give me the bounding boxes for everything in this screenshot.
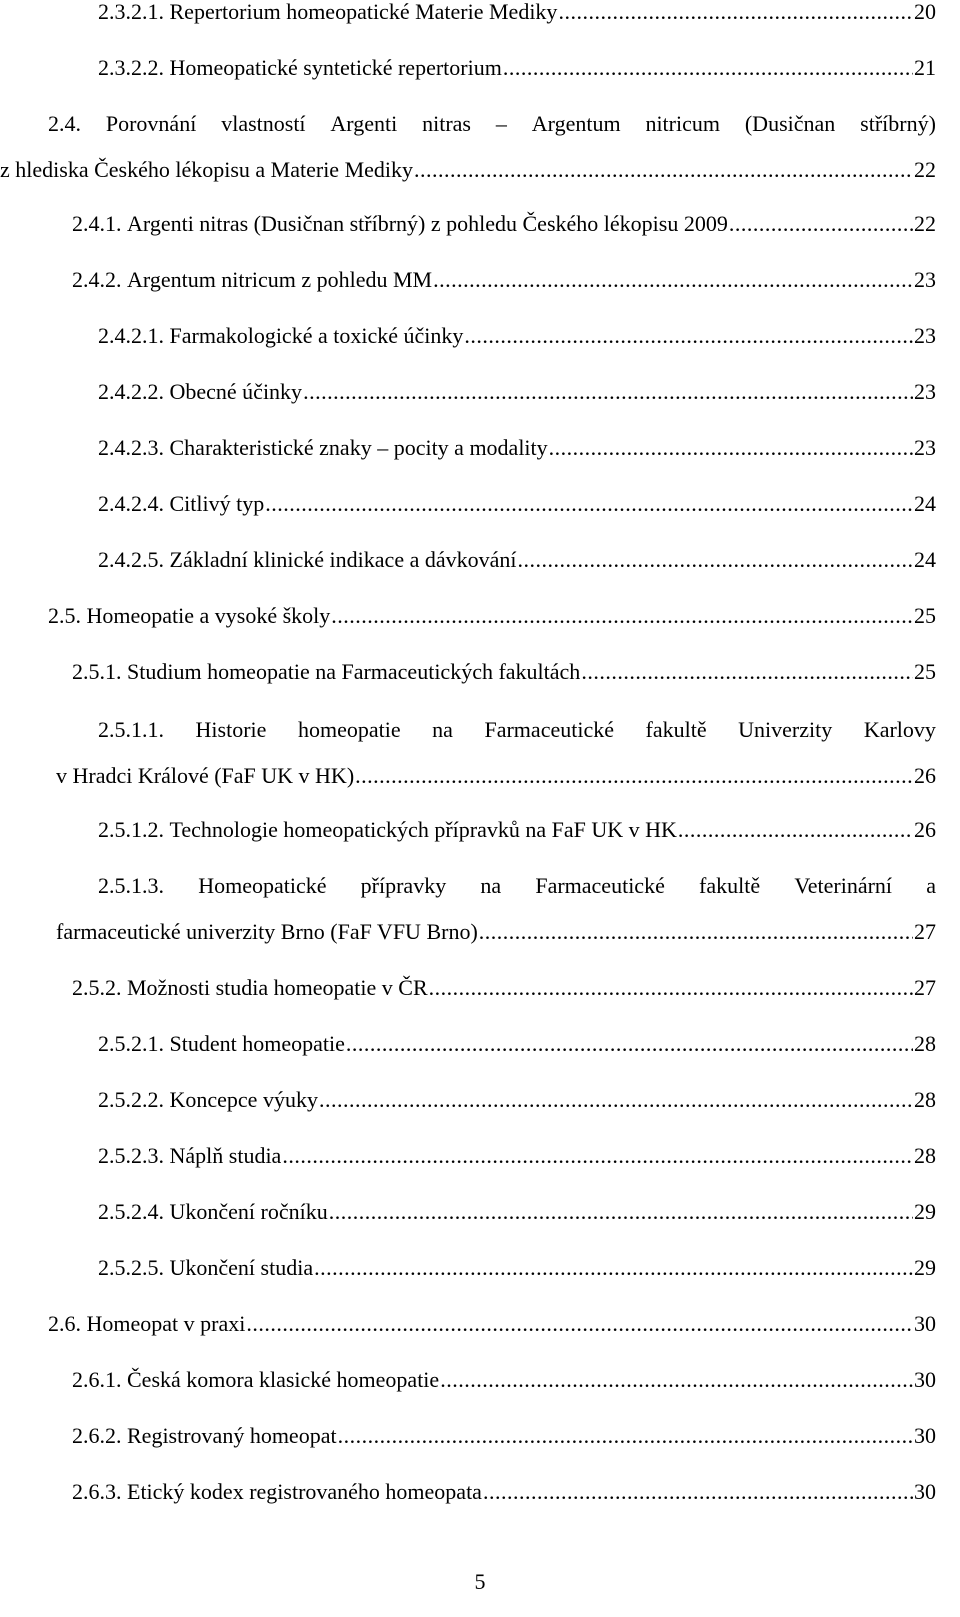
toc-entry[interactable] — [98, 816, 936, 844]
toc-entry-page: 30 — [914, 1423, 936, 1448]
toc-entry[interactable] — [98, 1198, 936, 1226]
toc-entry-page: 23 — [914, 379, 936, 404]
toc-leader-dots — [331, 602, 913, 630]
toc-entry[interactable] — [72, 266, 936, 294]
toc-entry-number: 2.6. — [48, 1311, 81, 1336]
toc-entry-title-word: Veterinární — [794, 873, 893, 898]
toc-leader-dots — [440, 1366, 913, 1394]
toc-leader-dots — [678, 816, 913, 844]
toc-entry-title-word: stříbrný) — [860, 111, 936, 136]
toc-entry-page: 21 — [914, 55, 936, 80]
toc-entry[interactable] — [72, 974, 936, 1002]
toc-entry-title-word: nitricum — [645, 111, 720, 136]
toc-entry[interactable] — [98, 378, 936, 406]
toc-entry-number: 2.6.2. — [72, 1423, 122, 1448]
toc-entry-title: Náplň studia — [169, 1143, 282, 1168]
toc-entry-number: 2.5.1.1. — [98, 717, 164, 742]
toc-entry-title: Ukončení ročníku — [169, 1199, 328, 1224]
toc-entry-page: 22 — [914, 157, 936, 182]
toc-leader-dots — [479, 918, 913, 946]
toc-entry-title: Studium homeopatie na Farmaceutických fakultách — [127, 659, 581, 684]
toc-entry-title-word: Homeopatické — [198, 873, 327, 898]
toc-entry-page: 26 — [914, 817, 936, 842]
toc-entry-page: 30 — [914, 1479, 936, 1504]
toc-entry-number: 2.5.2.3. — [98, 1143, 164, 1168]
toc-entry-title: Technologie homeopatických přípravků na FaF UK v HK — [169, 817, 677, 842]
toc-entry-title-word: na — [480, 873, 502, 898]
toc-leader-dots — [581, 658, 913, 686]
toc-entry-title-word: a — [926, 873, 936, 898]
toc-entry-title-word: fakultě — [699, 873, 761, 898]
toc-entry[interactable] — [48, 602, 936, 630]
toc-leader-dots — [314, 1254, 913, 1282]
toc-leader-dots — [729, 210, 913, 238]
toc-leader-dots — [338, 1422, 913, 1450]
toc-leader-dots — [483, 1478, 913, 1506]
toc-entry-title-word: – — [495, 111, 507, 136]
toc-entry-number: 2.5.1.2. — [98, 817, 164, 842]
toc-entry-page: 28 — [914, 1087, 936, 1112]
toc-entry-page: 27 — [914, 919, 936, 944]
toc-leader-dots — [246, 1310, 913, 1338]
toc-entry-number: 2.4.2.1. — [98, 323, 164, 348]
toc-leader-dots — [346, 1030, 913, 1058]
toc-entry-title: Koncepce výuky — [169, 1087, 318, 1112]
toc-entry-number: 2.3.2.1. — [98, 0, 164, 24]
toc-entry-page: 28 — [914, 1143, 936, 1168]
toc-entry-continuation[interactable] — [56, 762, 936, 790]
toc-entry-number: 2.5.2.5. — [98, 1255, 164, 1280]
toc-entry[interactable] — [72, 1366, 936, 1394]
toc-entry-number: 2.6.3. — [72, 1479, 122, 1504]
toc-entry-page: 27 — [914, 975, 936, 1000]
toc-entry-title: Ukončení studia — [169, 1255, 314, 1280]
toc-entry-number: 2.5.1. — [72, 659, 122, 684]
toc-entry-number: 2.6.1. — [72, 1367, 122, 1392]
toc-entry-continuation[interactable] — [0, 156, 936, 184]
toc-entry-number: 2.4.2.5. — [98, 547, 164, 572]
toc-entry-title-word: (Dusičnan — [744, 111, 836, 136]
toc-entry-number: 2.5.2. — [72, 975, 122, 1000]
toc-entry-page: 24 — [914, 491, 936, 516]
toc-entry-number: 2.3.2.2. — [98, 55, 164, 80]
toc-entry-title: Farmakologické a toxické účinky — [169, 323, 464, 348]
toc-entry-number: 2.4. — [48, 111, 81, 136]
toc-entry-title: Česká komora klasické homeopatie — [127, 1367, 440, 1392]
toc-entry-number: 2.5.2.4. — [98, 1199, 164, 1224]
toc-entry[interactable] — [48, 1310, 936, 1338]
toc-entry-page: 29 — [914, 1255, 936, 1280]
toc-entry-title-word: Karlovy — [863, 717, 936, 742]
toc-entry[interactable] — [98, 322, 936, 350]
toc-entry-page: 30 — [914, 1311, 936, 1336]
toc-entry-page: 23 — [914, 435, 936, 460]
toc-entry-title: Obecné účinky — [169, 379, 303, 404]
toc-entry-title-word: vlastností — [221, 111, 306, 136]
toc-entry-page: 23 — [914, 323, 936, 348]
toc-leader-dots — [282, 1142, 913, 1170]
toc-entry[interactable] — [98, 490, 936, 518]
page-number: 5 — [474, 1569, 486, 1594]
toc-entry-title: Možnosti studia homeopatie v ČR — [127, 975, 428, 1000]
toc-entry-number: 2.4.1. — [72, 211, 122, 236]
toc-entry[interactable] — [98, 54, 936, 82]
toc-entry-title-word: Univerzity — [738, 717, 833, 742]
toc-entry-title: Student homeopatie — [169, 1031, 345, 1056]
toc-entry-page: 29 — [914, 1199, 936, 1224]
toc-leader-dots — [503, 54, 913, 82]
toc-entry-page: 25 — [914, 603, 936, 628]
toc-entry-page: 24 — [914, 547, 936, 572]
toc-entry-page: 25 — [914, 659, 936, 684]
toc-entry-title-word: fakultě — [645, 717, 707, 742]
toc-entry-title-word: Argentum — [531, 111, 621, 136]
toc-entry-number: 2.5. — [48, 603, 81, 628]
toc-entry-title-word: Farmaceutické — [484, 717, 614, 742]
toc-entry[interactable] — [98, 1086, 936, 1114]
toc-entry[interactable] — [98, 0, 936, 26]
toc-entry-title-word: homeopatie — [297, 717, 401, 742]
toc-entry-continuation[interactable] — [56, 918, 936, 946]
toc-entry-title: v Hradci Králové (FaF UK v HK) — [56, 763, 355, 788]
toc-entry-title-word: přípravky — [360, 873, 447, 898]
toc-entry-page: 22 — [914, 211, 936, 236]
toc-entry-title: Charakteristické znaky – pocity a modality — [169, 435, 548, 460]
toc-entry-number: 2.4.2.4. — [98, 491, 164, 516]
toc-leader-dots — [303, 378, 913, 406]
toc-entry[interactable] — [98, 1142, 936, 1170]
toc-entry-page: 28 — [914, 1031, 936, 1056]
toc-entry[interactable] — [72, 1478, 936, 1506]
toc-leader-dots — [319, 1086, 913, 1114]
toc-entry-title-word: nitras — [422, 111, 471, 136]
toc-entry-title: z hlediska Českého lékopisu a Materie Mediky — [0, 157, 414, 182]
toc-entry-title: Etický kodex registrovaného homeopata — [127, 1479, 482, 1504]
toc-leader-dots — [517, 546, 913, 574]
toc-entry-title-word: Farmaceutické — [535, 873, 665, 898]
toc-leader-dots — [464, 322, 913, 350]
toc-entry-title: Homeopat v praxi — [86, 1311, 246, 1336]
toc-entry[interactable] — [98, 1030, 936, 1058]
toc-leader-dots — [429, 974, 913, 1002]
toc-entry-number: 2.5.2.2. — [98, 1087, 164, 1112]
toc-entry[interactable] — [98, 872, 936, 900]
toc-entry-title: Argentum nitricum z pohledu MM — [127, 267, 433, 292]
toc-entry[interactable] — [98, 1254, 936, 1282]
toc-entry[interactable] — [48, 110, 936, 138]
toc-leader-dots — [355, 762, 913, 790]
toc-leader-dots — [433, 266, 913, 294]
toc-leader-dots — [558, 0, 913, 26]
toc-entry[interactable] — [72, 210, 936, 238]
toc-entry-title: Citlivý typ — [169, 491, 265, 516]
toc-entry-title: Repertorium homeopatické Materie Mediky — [169, 0, 558, 24]
toc-entry-title-word: Porovnání — [105, 111, 197, 136]
toc-entry-title: Homeopatické syntetické repertorium — [169, 55, 502, 80]
toc-entry-number: 2.4.2.3. — [98, 435, 164, 460]
toc-entry[interactable] — [98, 434, 936, 462]
toc-entry-title: Základní klinické indikace a dávkování — [169, 547, 517, 572]
toc-entry[interactable] — [98, 546, 936, 574]
toc-leader-dots — [329, 1198, 913, 1226]
toc-leader-dots — [414, 156, 913, 184]
toc-entry-title: Homeopatie a vysoké školy — [86, 603, 331, 628]
toc-entry-title-word: na — [432, 717, 453, 742]
toc-leader-dots — [265, 490, 913, 518]
toc-entry-number: 2.4.2. — [72, 267, 122, 292]
toc-entry-title: Registrovaný homeopat — [127, 1423, 337, 1448]
toc-entry[interactable] — [98, 716, 936, 744]
toc-entry-number: 2.5.1.3. — [98, 873, 164, 898]
toc-entry-title: farmaceutické univerzity Brno (FaF VFU Brno) — [56, 919, 478, 944]
toc-entry-page: 20 — [914, 0, 936, 24]
toc-entry[interactable] — [72, 1422, 936, 1450]
toc-entry-title-word: Historie — [195, 717, 267, 742]
toc-leader-dots — [549, 434, 913, 462]
toc-entry-page: 23 — [914, 267, 936, 292]
toc-entry[interactable] — [72, 658, 936, 686]
toc-entry-page: 30 — [914, 1367, 936, 1392]
toc-entry-number: 2.4.2.2. — [98, 379, 164, 404]
toc-entry-number: 2.5.2.1. — [98, 1031, 164, 1056]
toc-entry-title: Argenti nitras (Dusičnan stříbrný) z pohledu Českého lékopisu 2009 — [127, 211, 728, 236]
toc-entry-title-word: Argenti — [330, 111, 398, 136]
toc-entry-page: 26 — [914, 763, 936, 788]
